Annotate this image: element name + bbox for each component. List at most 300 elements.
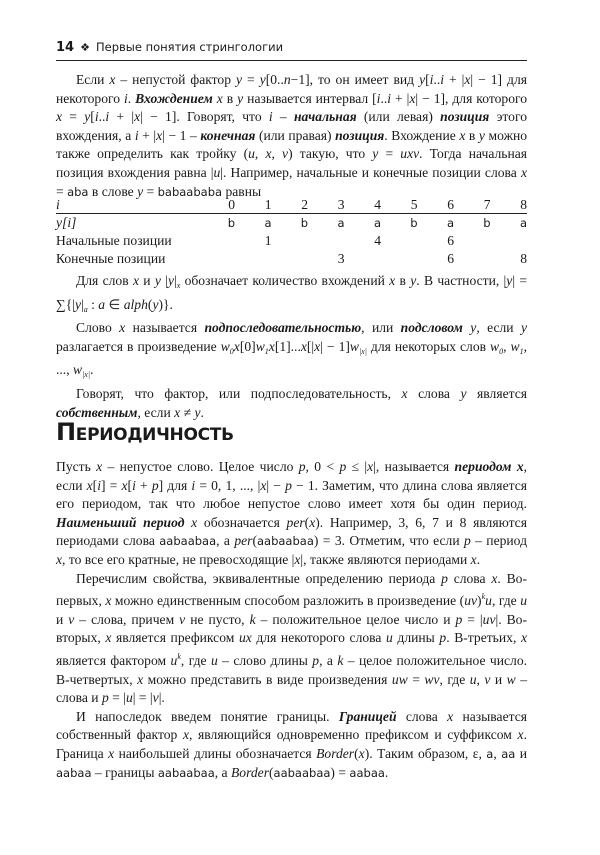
section-heading: Периодичность [56,418,234,446]
text-run: , если [137,404,175,420]
table-cell: a [337,216,345,230]
math-symbol: w [490,338,500,354]
table-cell [199,250,236,268]
table-cell [454,250,491,268]
term: подпоследовательностью [204,320,362,336]
subscript: 1 [519,346,524,356]
text-run: ). Например, 3, 6, 7 и 8 являются периодами слова [56,514,527,549]
term: периодом [454,459,512,474]
table-cell: b [227,216,235,230]
math-symbol: x [520,630,527,646]
table-cell: 6 [418,196,455,214]
text-run: для некоторого слова [251,630,387,646]
row-label: Конечные позиции [56,251,166,266]
text-run: – слова, причем [74,611,180,627]
math-symbol: u [248,146,255,162]
table-row [56,232,527,250]
string-literal: aa [501,746,516,761]
math-symbol: y [137,183,144,199]
text-run: | [80,296,84,312]
text-run: + [135,477,152,493]
text-run: . В частности, | [416,273,507,288]
math-symbol: u [386,630,393,646]
text-run: . Вхождение [384,127,460,143]
text-run: − 1. Заметим, что длина слова является его периодом, так что любое непустое слово имеет хотя бы один период. [56,477,527,512]
math-symbol: u [485,593,492,609]
text-run: равны [222,183,262,199]
string-literal: babaababa [157,184,223,199]
math-symbol: k [249,611,256,627]
string-literal: aabaabaa [256,534,314,549]
string-literal: aabaabaa [159,534,217,549]
text-run: = | [462,611,483,627]
text-run: |, также являются периодами [300,551,471,567]
text-run: , ..., [56,338,527,378]
math-symbol: w [510,338,520,354]
term: собственным [56,404,138,420]
text-run: ] для [158,477,192,493]
math-symbol: n [283,72,291,87]
text-run: – положительное целое число и [255,611,456,627]
text-run: обозначает количество вхождений [180,273,390,288]
text-run: можно единственным способом разложить в произведение ( [111,593,465,609]
math-symbol: i [376,90,381,106]
text-run: ) = [330,764,350,780]
text-run: , [503,338,511,354]
text-run: , а [319,652,338,668]
term: позиция [440,109,490,125]
term: начальная [293,109,357,125]
paragraph [56,272,527,319]
table-cell [199,232,236,250]
paragraph [56,319,527,385]
math-symbol: uw [391,671,408,687]
text-run: .. [98,109,106,125]
math-symbol: x [96,459,103,474]
math-symbol: x [134,109,141,125]
math-symbol: x [119,320,126,336]
text-run: для некоторых слов [366,338,491,354]
text-block-1 [56,71,527,201]
math-symbol: x [517,727,524,743]
math-symbol: a [98,296,106,312]
table-cell: 3 [308,196,345,214]
math-symbol: x [109,72,116,87]
text-run: | − [266,477,286,493]
math-symbol: i [268,109,273,125]
math-symbol: x [56,109,63,125]
math-symbol: i [132,477,136,493]
text-run: этого вхождения, а [56,109,527,143]
text-run: называется интервал [ [243,90,377,106]
math-symbol: p [463,533,471,549]
math-symbol: x [314,338,321,354]
text-run: можно представить в виде произведения [143,671,392,687]
text-run: . Тогда начальная позиция вхождения равна | [56,146,528,180]
text-run: = [56,183,68,199]
table-cell: 6 [447,233,454,248]
math-symbol: u [469,671,477,687]
text-run: . [127,90,136,106]
text-run: ( [252,533,257,549]
math-symbol: i [94,109,99,125]
text-run: |. Например, начальные и конечные позиции слова [220,164,521,180]
table-cell: 3 [337,251,345,266]
text-run: . [384,764,389,780]
math-symbol: i [387,90,392,106]
text-run: , [254,146,266,162]
text-run: слова [447,570,492,586]
paragraph [56,71,527,201]
positions-table [56,196,527,268]
text-run: | − 1], для которого [415,90,528,106]
math-symbol: x [121,477,128,493]
math-symbol: x [464,72,471,87]
table-row [56,196,527,214]
subscript: 0 [229,346,234,356]
subscript: a [83,304,88,314]
math-symbol: x [174,404,181,420]
term: подсловом [400,320,463,336]
text-run: Перечислим свойства, эквивалентные определению периода [76,570,442,586]
text-run: в [465,127,479,143]
math-symbol: p [151,477,159,493]
text-run: ( [354,745,359,761]
math-symbol: y [419,72,426,87]
math-symbol: v [282,146,289,162]
text-run: в [395,273,411,288]
text-run: называется собственный фактор [56,708,527,743]
term: x [516,459,524,474]
math-symbol: x [358,745,365,761]
text-run: |, называется [373,459,455,474]
math-symbol: x [459,127,466,143]
math-symbol: x [156,127,163,143]
text-run: + | [109,109,135,125]
text-run: является фактором [56,652,171,668]
subscript: |x| [82,370,91,380]
text-run: = [378,146,401,162]
text-run: : [87,296,99,312]
string-literal: aba [67,184,89,199]
text-run: | − 1] для некоторого [56,72,528,106]
math-symbol: y [410,273,417,288]
math-symbol: x [389,273,396,288]
text-run: – границы [91,764,158,780]
math-symbol: x [300,338,307,354]
math-symbol: y [259,72,266,87]
text-run: . В-третьих, [446,630,521,646]
text-run: |. [158,690,165,706]
math-symbol: x [294,551,301,567]
running-header [56,40,527,61]
math-symbol: uxv [400,146,420,162]
math-symbol: ux [238,630,252,646]
table-cell [381,232,418,250]
table-cell: a [264,216,272,230]
text-run: = [407,671,425,687]
table-cell [454,232,491,250]
math-symbol: v [152,690,159,706]
table-cell [272,232,309,250]
text-run: ) [477,593,482,609]
string-literal: aabaabaa [157,765,215,780]
math-symbol: x [491,570,498,586]
math-symbol: uv [482,611,496,627]
text-run: , а [214,764,231,780]
math-symbol: x [105,593,112,609]
row-label: i [56,196,199,214]
math-symbol: x [108,745,115,761]
superscript: k [177,651,181,661]
paragraph [56,570,527,708]
table-cell: a [373,216,381,230]
table-cell: b [410,216,418,230]
text-run: ) такую, что [288,146,373,162]
text-run: (или левая) [356,109,441,125]
text-run: называется [125,320,205,336]
text-run: | − 1]. Говорят, что [140,109,269,125]
text-run: , 0 < [305,459,340,474]
math-symbol: p [455,611,463,627]
text-run: обозначается [197,514,287,530]
math-symbol: y [460,385,467,401]
text-run: (или правая) [255,127,336,143]
math-symbol: u [170,652,178,668]
text-run: слова [407,385,461,401]
text-run: [| [306,338,315,354]
math-symbol: i [440,72,444,87]
text-run: ) = 3. Отметим, что если [313,533,464,549]
math-symbol: w [73,362,83,378]
math-symbol: y [74,296,81,312]
math-symbol: i [105,109,110,125]
superscript: k [481,592,486,602]
running-title: Первые понятия стрингологии [95,40,284,54]
math-symbol: Border [230,764,269,780]
text-run: , где [439,671,470,687]
text-run: , или [361,320,401,336]
text-run: , [476,671,485,687]
math-symbol: x [216,90,223,106]
string-literal: a [486,746,494,761]
text-run: ( [304,514,310,530]
math-symbol: y [506,273,513,288]
math-symbol: p [439,630,447,646]
math-symbol: p [441,570,448,586]
table-cell: 2 [272,196,309,214]
text-run: , то все его кратные, не превосходящие | [62,551,295,567]
text-run: ∈ [105,296,124,312]
table-cell: 7 [454,196,491,214]
math-symbol: x [182,727,190,743]
text-run: и [56,611,69,627]
text-run: [1]... [274,338,301,354]
table-cell: 4 [345,196,382,214]
paragraph [56,458,527,570]
math-symbol: i [429,72,434,87]
text-run: [0.. [265,72,284,87]
text-run: |. Во-вторых, [56,611,527,646]
math-symbol: y [237,90,244,106]
math-symbol: Border [316,745,355,761]
math-symbol: per [286,514,305,530]
ornament-icon: ❖ [80,41,90,54]
math-symbol: u [125,690,133,706]
math-symbol: y [194,404,201,420]
text-run: | = | [132,690,153,706]
text-run: в [222,90,238,106]
text-run: слова [396,708,448,724]
math-symbol: i [134,127,139,143]
text-run: Говорят, что фактор, или подпоследовательность, [76,385,402,401]
term: конечная [200,127,256,143]
subscript: x [176,281,181,290]
table-cell: 0 [199,196,236,214]
text-run: Для слов [76,273,133,288]
math-symbol: wv [424,671,440,687]
text-run: можно также определить как тройку ( [56,127,528,162]
text-run: , где [180,652,211,668]
math-symbol: x [233,338,240,354]
text-run: ≠ [180,404,195,420]
math-symbol: i [191,477,196,493]
text-run: | − 1] [320,338,350,354]
math-symbol: p [101,690,109,706]
table-cell [491,232,528,250]
math-symbol: x [401,385,408,401]
text-run: = [143,183,158,199]
paragraph [56,708,527,782]
term: позиция [335,127,385,143]
table-cell: 1 [235,196,272,214]
text-block-2 [56,272,527,422]
math-symbol: y [470,320,477,336]
math-symbol: w [349,338,359,354]
text-run: . [200,404,204,420]
table-cell: b [483,216,491,230]
text-run: , если [56,459,528,493]
math-symbol: x [309,514,316,530]
table-cell: a [446,216,454,230]
math-symbol: x [137,671,144,687]
math-symbol: w [255,338,265,354]
text-run: | − 1 – [162,127,201,143]
math-symbol: y [84,109,91,125]
math-symbol: uv [464,593,478,609]
math-symbol: p [298,459,306,474]
paragraph [56,385,527,422]
text-run: = 0, 1, ..., | [195,477,261,493]
text-run: является [466,385,527,401]
math-symbol: y [478,127,485,143]
text-run: , а [216,533,235,549]
math-symbol: y [154,273,161,288]
math-symbol: y [520,320,527,336]
table-cell: 6 [447,251,454,266]
text-run: [ [90,109,95,125]
math-symbol: x [470,551,477,567]
math-symbol: y [152,296,159,312]
table-cell: 5 [381,196,418,214]
text-run: | [160,273,168,288]
math-symbol: x [447,708,454,724]
table-cell: 8 [491,196,528,214]
text-run: + | [138,127,157,143]
text-run: .. [380,90,388,106]
text-run: – слова и [56,671,528,706]
math-symbol: x [268,338,275,354]
subscript: |x| [358,346,367,356]
text-run: , [271,146,283,162]
subscript: 1 [264,346,269,356]
table-cell [345,250,382,268]
math-symbol: x [367,459,374,474]
text-run: = [242,72,260,87]
text-run: наибольшей длины обозначается [114,745,317,761]
term: Вхождением [135,90,213,106]
text-run: [ [92,477,98,493]
math-symbol: y [372,146,379,162]
text-run: [ [127,477,133,493]
text-run: в слове [88,183,138,199]
text-run: и [515,745,528,761]
math-symbol: x [409,90,416,106]
text-run: ). Таким образом, ε, [364,745,487,761]
math-symbol: w [506,671,516,687]
math-symbol: w [220,338,230,354]
math-symbol: k [337,652,344,668]
text-run: . [476,551,481,567]
math-symbol: p [285,477,292,493]
text-run: – [272,109,294,125]
math-symbol: p [312,652,320,668]
text-run: [0] [239,338,256,354]
row-label: Начальные позиции [56,233,172,248]
string-literal: aabaa [349,765,385,780]
term: Наименьший период [56,514,185,530]
math-symbol: u [520,593,527,609]
table-row [56,250,527,268]
math-symbol: u [210,652,218,668]
text-run: разлагается в произведение [56,338,221,354]
math-symbol: x [86,477,93,493]
text-run: + | [391,90,410,106]
text-run: . Во-первых, [56,570,527,609]
table-cell [235,250,272,268]
page-number: 14 [56,40,75,55]
text-block-3 [56,458,527,782]
math-symbol: x [260,477,267,493]
text-run: – слово длины [217,652,313,668]
math-symbol: v [484,671,491,687]
text-run: [ [425,72,430,87]
text-run: , где [491,593,521,609]
string-literal: aabaa [56,765,92,780]
math-symbol: v [179,611,186,627]
text-run: является префиксом [111,630,239,646]
math-symbol: u [213,164,221,180]
text-run: ( [269,764,274,780]
text-run: )}. [158,296,173,312]
text-run: длины [392,630,440,646]
math-symbol: v [68,611,75,627]
table-cell: 8 [520,251,527,266]
text-run: И напоследок введем понятие границы. [76,708,339,724]
table-cell: 4 [374,233,381,248]
table-cell [381,250,418,268]
text-run: , [493,745,502,761]
